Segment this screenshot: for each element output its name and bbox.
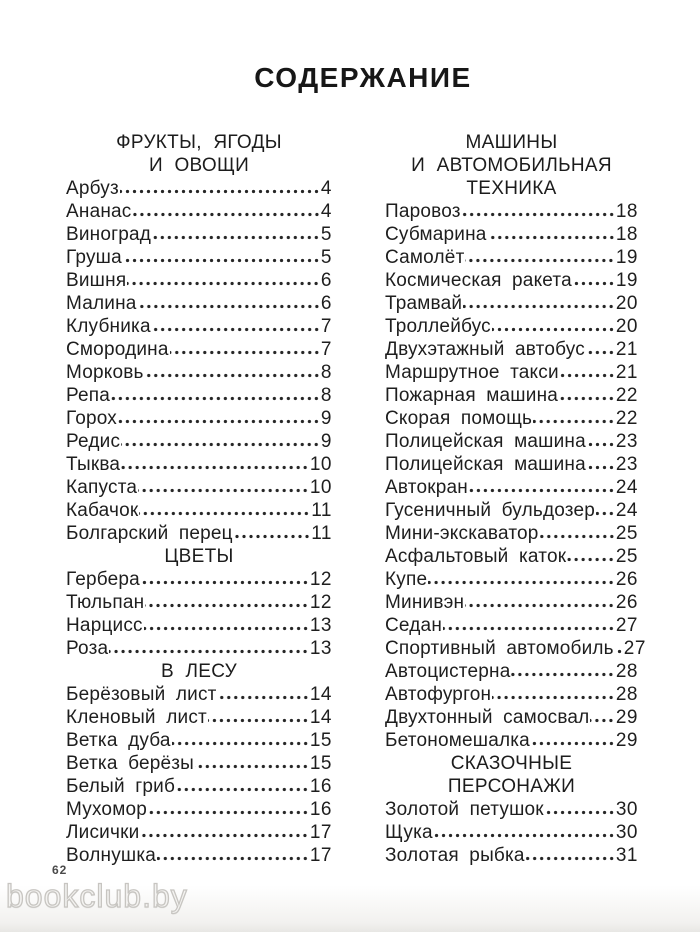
dot-leader xyxy=(195,764,309,769)
toc-entry xyxy=(385,476,638,499)
dot-leader xyxy=(511,672,614,677)
dot-leader xyxy=(120,189,320,194)
toc-entry xyxy=(385,706,638,729)
toc-entry xyxy=(385,430,638,453)
dot-leader xyxy=(434,833,615,838)
dot-leader xyxy=(121,465,309,470)
toc-entry-page: 8 xyxy=(320,385,332,406)
toc-entry-page: 8 xyxy=(320,362,332,383)
toc-entry xyxy=(66,821,332,844)
dot-leader xyxy=(208,718,309,723)
section-heading xyxy=(385,752,638,798)
toc-entry xyxy=(385,844,638,867)
toc-entry-page: 17 xyxy=(309,822,332,843)
toc-entry-label: Гербера xyxy=(66,569,140,590)
toc-entry-page: 24 xyxy=(615,477,638,498)
dot-leader xyxy=(573,281,615,286)
toc-entry-label: Седан xyxy=(385,615,443,636)
toc-entry-label: Ананас xyxy=(66,201,132,222)
toc-entry-label: Морковь xyxy=(66,362,144,383)
dot-leader xyxy=(531,741,615,746)
toc-entry-page: 24 xyxy=(615,500,638,521)
toc-entry-page: 14 xyxy=(309,684,332,705)
toc-entry-label: Тыква xyxy=(66,454,121,475)
toc-entry-page: 6 xyxy=(320,270,332,291)
dot-leader xyxy=(145,603,309,608)
toc-entry-label: Бетономешалка xyxy=(385,730,530,751)
dot-leader xyxy=(141,580,309,585)
toc-entry xyxy=(385,223,638,246)
toc-entry-page: 22 xyxy=(615,385,638,406)
toc-entry-page: 11 xyxy=(311,523,332,544)
toc-entry xyxy=(385,545,638,568)
toc-entry-label: Полицейская машина xyxy=(385,431,586,452)
dot-leader xyxy=(118,419,320,424)
section-heading-line: ПЕРСОНАЖИ xyxy=(447,776,576,797)
toc-entry xyxy=(385,453,638,476)
toc-columns xyxy=(66,131,646,867)
toc-entry-label: Белый гриб xyxy=(66,776,176,797)
toc-entry-page: 10 xyxy=(309,477,332,498)
dot-leader xyxy=(170,350,320,355)
toc-entry-label: Нарцисс xyxy=(66,615,143,636)
toc-entry-page: 29 xyxy=(615,707,638,728)
toc-entry xyxy=(66,568,332,591)
section-heading xyxy=(66,131,332,177)
dot-leader xyxy=(586,350,615,355)
dot-leader xyxy=(615,649,623,654)
toc-entry xyxy=(66,200,332,223)
toc-entry xyxy=(66,729,332,752)
toc-entry-label: Субмарина xyxy=(385,224,487,245)
section-heading-line: И ОВОЩИ xyxy=(148,155,250,176)
toc-entry xyxy=(385,637,646,660)
toc-entry-page: 26 xyxy=(615,569,638,590)
toc-entry-label: Золотой петушок xyxy=(385,799,544,820)
toc-entry-label: Ветка дуба xyxy=(66,730,171,751)
toc-entry-label: Кленовый лист xyxy=(66,707,207,728)
section-heading-line: МАШИНЫ xyxy=(465,132,558,153)
toc-entry-page: 7 xyxy=(320,316,332,337)
toc-entry-page: 19 xyxy=(615,247,638,268)
dot-leader xyxy=(463,304,615,309)
toc-entry-page: 16 xyxy=(309,776,332,797)
toc-entry-page: 18 xyxy=(615,201,638,222)
toc-entry xyxy=(385,384,638,407)
toc-entry-label: Вишня xyxy=(66,270,127,291)
toc-entry-label: Лисички xyxy=(66,822,140,843)
toc-entry-page: 16 xyxy=(309,799,332,820)
toc-entry-page: 12 xyxy=(309,569,332,590)
toc-entry-page: 7 xyxy=(320,339,332,360)
toc-entry xyxy=(66,499,332,522)
toc-entry-label: Спортивный автомобиль xyxy=(385,638,614,659)
toc-entry-label: Смородина xyxy=(66,339,169,360)
toc-entry-page: 23 xyxy=(615,431,638,452)
toc-entry xyxy=(66,361,332,384)
toc-entry-page: 20 xyxy=(615,293,638,314)
toc-entry-label: Паровоз xyxy=(385,201,461,222)
toc-entry-label: Купе xyxy=(385,569,428,590)
section-heading-line: И АВТОМОБИЛЬНАЯ xyxy=(411,155,612,176)
dot-leader xyxy=(469,488,615,493)
toc-entry-label: Болгарский перец xyxy=(66,523,233,544)
toc-entry-label: Клубника xyxy=(66,316,151,337)
toc-entry-page: 17 xyxy=(309,845,332,866)
toc-entry-page: 22 xyxy=(615,408,638,429)
toc-entry xyxy=(385,522,638,545)
dot-leader xyxy=(157,856,309,861)
toc-entry xyxy=(385,660,638,683)
toc-entry xyxy=(385,683,638,706)
toc-entry xyxy=(385,269,638,292)
toc-entry xyxy=(66,292,332,315)
toc-entry xyxy=(385,729,638,752)
toc-entry xyxy=(385,798,638,821)
toc-entry xyxy=(385,338,638,361)
section-heading-line: ТЕХНИКА xyxy=(466,178,557,199)
toc-entry xyxy=(385,821,638,844)
toc-entry-label: Маршрутное такси xyxy=(385,362,559,383)
toc-entry xyxy=(66,453,332,476)
toc-entry-page: 4 xyxy=(320,201,332,222)
dot-leader xyxy=(138,304,320,309)
section-heading-line: В ЛЕСУ xyxy=(160,661,238,682)
toc-entry xyxy=(385,568,638,591)
toc-entry xyxy=(66,522,332,545)
toc-entry-page: 28 xyxy=(615,684,638,705)
toc-entry-page: 15 xyxy=(309,730,332,751)
section-heading-line: ЦВЕТЫ xyxy=(164,546,234,567)
dot-leader xyxy=(140,833,308,838)
toc-entry-page: 25 xyxy=(615,546,638,567)
dot-leader xyxy=(138,488,309,493)
toc-entry-page: 10 xyxy=(309,454,332,475)
toc-entry-page: 4 xyxy=(320,178,332,199)
toc-entry-page: 11 xyxy=(311,500,332,521)
dot-leader xyxy=(172,741,309,746)
dot-leader xyxy=(109,649,309,654)
toc-entry xyxy=(66,683,332,706)
toc-entry-label: Автокран xyxy=(385,477,468,498)
toc-entry xyxy=(66,614,332,637)
toc-entry xyxy=(66,177,332,200)
toc-entry-label: Мини-экскаватор xyxy=(385,523,539,544)
toc-entry xyxy=(385,361,638,384)
dot-leader xyxy=(559,396,615,401)
toc-entry-page: 6 xyxy=(320,293,332,314)
toc-entry-label: Груша xyxy=(66,247,122,268)
toc-entry xyxy=(66,798,332,821)
toc-entry-label: Горох xyxy=(66,408,118,429)
dot-leader xyxy=(560,373,615,378)
dot-leader xyxy=(144,626,309,631)
dot-leader xyxy=(428,580,615,585)
dot-leader xyxy=(540,534,615,539)
dot-leader xyxy=(587,442,615,447)
toc-entry xyxy=(66,384,332,407)
section-heading xyxy=(66,545,332,568)
dot-leader xyxy=(152,327,320,332)
dot-leader xyxy=(526,856,615,861)
toc-entry-page: 13 xyxy=(309,615,332,636)
dot-leader xyxy=(488,235,615,240)
dot-leader xyxy=(127,281,320,286)
toc-entry-label: Ветка берёзы xyxy=(66,753,195,774)
toc-entry-label: Капуста xyxy=(66,477,138,498)
dot-leader xyxy=(567,557,615,562)
dot-leader xyxy=(152,235,320,240)
toc-entry xyxy=(385,499,638,522)
dot-leader xyxy=(533,419,615,424)
toc-entry-page: 9 xyxy=(320,431,332,452)
toc-entry xyxy=(66,476,332,499)
dot-leader xyxy=(465,258,614,263)
toc-entry xyxy=(385,246,638,269)
section-heading-line: СКАЗОЧНЫЕ xyxy=(450,753,573,774)
toc-entry-label: Гусеничный бульдозер xyxy=(385,500,596,521)
dot-leader xyxy=(492,327,615,332)
toc-entry-label: Космическая ракета xyxy=(385,270,572,291)
toc-entry-page: 29 xyxy=(615,730,638,751)
page-number: 62 xyxy=(52,863,68,877)
dot-leader xyxy=(148,810,309,815)
dot-leader xyxy=(234,534,311,539)
section-heading xyxy=(66,660,332,683)
toc-entry-label: Троллейбус xyxy=(385,316,491,337)
toc-entry-label: Арбуз xyxy=(66,178,119,199)
toc-entry-page: 27 xyxy=(615,615,638,636)
toc-entry-label: Автофургон xyxy=(385,684,492,705)
toc-entry xyxy=(385,315,638,338)
toc-entry-label: Трамвай xyxy=(385,293,463,314)
toc-entry-label: Тюльпан xyxy=(66,592,145,613)
toc-entry xyxy=(385,407,638,430)
toc-column-right xyxy=(385,131,646,867)
dot-leader xyxy=(465,603,615,608)
toc-entry-page: 20 xyxy=(615,316,638,337)
toc-entry-label: Золотая рыбка xyxy=(385,845,525,866)
toc-entry-label: Щука xyxy=(385,822,433,843)
toc-entry-label: Роза xyxy=(66,638,109,659)
toc-entry-page: 14 xyxy=(309,707,332,728)
toc-entry-label: Пожарная машина xyxy=(385,385,559,406)
toc-entry xyxy=(66,407,332,430)
dot-leader xyxy=(139,511,310,516)
toc-entry xyxy=(66,223,332,246)
section-heading xyxy=(385,131,638,200)
toc-entry-label: Полицейская машина xyxy=(385,454,586,475)
toc-entry-page: 27 xyxy=(623,638,646,659)
dot-leader xyxy=(176,787,309,792)
toc-entry xyxy=(66,591,332,614)
toc-entry-page: 30 xyxy=(615,822,638,843)
page-title: СОДЕРЖАНИЕ xyxy=(254,62,472,93)
toc-entry-label: Берёзовый лист xyxy=(66,684,217,705)
toc-entry-page: 21 xyxy=(615,362,638,383)
toc-entry-label: Виноград xyxy=(66,224,152,245)
toc-entry xyxy=(66,430,332,453)
dot-leader xyxy=(218,695,309,700)
dot-leader xyxy=(121,442,320,447)
watermark: bookclub.by xyxy=(6,878,188,914)
toc-entry xyxy=(385,292,638,315)
dot-leader xyxy=(111,396,320,401)
toc-entry-page: 12 xyxy=(309,592,332,613)
dot-leader xyxy=(123,258,320,263)
dot-leader xyxy=(596,511,615,516)
toc-entry-label: Репа xyxy=(66,385,111,406)
toc-entry xyxy=(66,315,332,338)
dot-leader xyxy=(462,212,615,217)
toc-entry xyxy=(66,338,332,361)
toc-entry-label: Скорая помощь xyxy=(385,408,533,429)
toc-entry-page: 9 xyxy=(320,408,332,429)
toc-entry-page: 18 xyxy=(615,224,638,245)
toc-entry xyxy=(385,200,638,223)
toc-entry xyxy=(66,637,332,660)
dot-leader xyxy=(545,810,615,815)
toc-entry-label: Самолёт xyxy=(385,247,465,268)
dot-leader xyxy=(145,373,320,378)
toc-entry-page: 5 xyxy=(320,247,332,268)
toc-entry-page: 25 xyxy=(615,523,638,544)
toc-entry xyxy=(66,752,332,775)
dot-leader xyxy=(587,465,615,470)
toc-entry-label: Мухомор xyxy=(66,799,147,820)
toc-column-left xyxy=(66,131,332,867)
toc-entry-label: Малина xyxy=(66,293,137,314)
dot-leader xyxy=(492,695,615,700)
toc-entry-label: Двухэтажный автобус xyxy=(385,339,585,360)
section-heading-line: ФРУКТЫ, ЯГОДЫ xyxy=(116,132,282,153)
toc-entry-page: 5 xyxy=(320,224,332,245)
toc-entry-label: Кабачок xyxy=(66,500,139,521)
toc-entry-label: Двухтонный самосвал xyxy=(385,707,590,728)
toc-entry-page: 30 xyxy=(615,799,638,820)
toc-entry-page: 19 xyxy=(615,270,638,291)
toc-entry xyxy=(385,591,638,614)
toc-entry-label: Волнушка xyxy=(66,845,157,866)
toc-entry xyxy=(66,269,332,292)
dot-leader xyxy=(133,212,320,217)
toc-entry xyxy=(385,614,638,637)
dot-leader xyxy=(443,626,615,631)
toc-entry-label: Автоцистерна xyxy=(385,661,511,682)
toc-entry-page: 26 xyxy=(615,592,638,613)
toc-entry xyxy=(66,706,332,729)
toc-entry xyxy=(66,246,332,269)
toc-entry xyxy=(66,844,332,867)
toc-entry-page: 28 xyxy=(615,661,638,682)
toc-entry-label: Редис xyxy=(66,431,121,452)
toc-entry-page: 21 xyxy=(615,339,638,360)
toc-entry-page: 13 xyxy=(309,638,332,659)
toc-entry-page: 31 xyxy=(615,845,638,866)
toc-entry-page: 23 xyxy=(615,454,638,475)
toc-entry xyxy=(66,775,332,798)
toc-entry-label: Минивэн xyxy=(385,592,465,613)
toc-entry-page: 15 xyxy=(309,753,332,774)
dot-leader xyxy=(590,718,614,723)
toc-entry-label: Асфальтовый каток xyxy=(385,546,567,567)
